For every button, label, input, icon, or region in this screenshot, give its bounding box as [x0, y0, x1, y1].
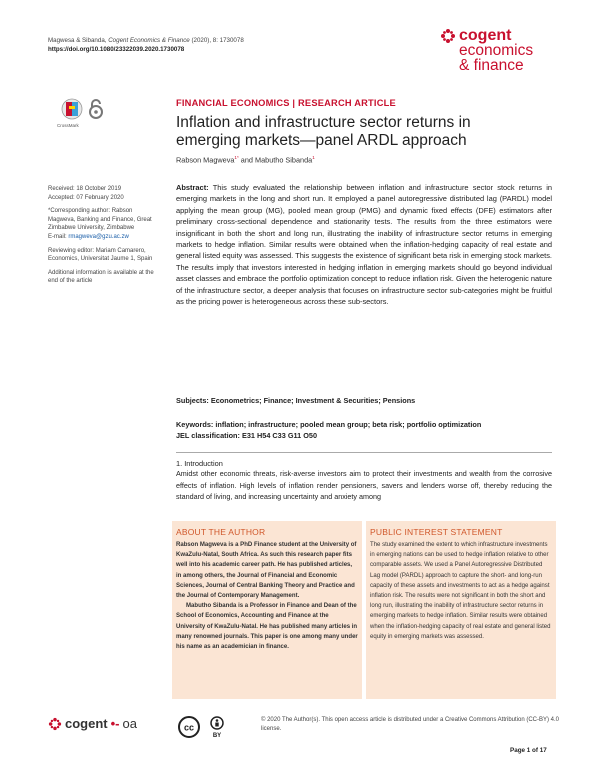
- intro-text: Amidst other economic threats, risk-averse investors aim to protect their investments and wealth from the corrosive effects of inflation. High levels of inflation render pensioners, savers and lenders worse off, thereby reducing the standard of living, and increasing uncertainty and anxiety among: [176, 469, 552, 502]
- about-author-p1: Rabson Magweva is a PhD Finance student at the University of KwaZulu-Natal, South Africa. As such this research paper fits well into his academic career path. He has published articles, in among others, the Journal of Financial and Economic Sciences, Journal of Central Banking Theory and Practice and the Journal of Contemporary Management.: [176, 542, 357, 600]
- received-date: Received: 18 October 2019: [48, 186, 122, 192]
- crossmark-label: CrossMark: [57, 123, 79, 128]
- abstract-label: Abstract:: [176, 183, 209, 192]
- author-1[interactable]: Rabson Magweva: [176, 155, 235, 165]
- license-text: © 2020 The Author(s). This open access article is distributed under a Creative Commons Attribution (CC-BY) 4.0 license.: [261, 717, 560, 732]
- author-line: [176, 155, 315, 164]
- footer-logo-dash: •-: [110, 716, 120, 731]
- subjects-label: Subjects:: [176, 396, 209, 405]
- cogent-oa-logo: [48, 716, 137, 731]
- abstract-text: This study evaluated the relationship between inflation and infrastructure sector stock returns in emerging markets in the long and short run. It employed a panel autoregressive distributed lag (PARDL) model applying the mean group (MG), pooled mean group (PMG) and dynamic fixed effects (DFE) estimators after preliminary cross-sectional dependence and stationarity tests. The results from the three estimators were insignificant in both the short and long run, illustrating the inability of infrastructure sector returns in emerging markets to hedge inflation. Similar results were obtained when the inflation-hedging capacity of real estate and general listed equity was assessed. This suggests the existence of significant beta risk in emerging stock markets. The results imply that investors interested in hedging inflation in emerging markets should go beyond individual asset classes and embrace the portfolio optimization concept to reduce inflation risk. Given the heterogenic nature of the infrastructure sector, a deeper analysis that focuses on infrastructure sector sub-categories might be fruitful as the pricing power is heterogeneous across these sub-sectors.: [176, 183, 552, 307]
- about-author-p2: Mabutho Sibanda is a Professor in Finance and Dean of the School of Economics, Accounting and Finance at the University of KwaZulu-Natal. He has published many articles in many renowned journals. This paper is one among many under his name as an academician in finance.: [176, 603, 358, 651]
- by-label: BY: [212, 733, 222, 739]
- brand-line2: economics: [459, 42, 534, 59]
- subjects-text: Econometrics; Finance; Investment & Securities; Pensions: [210, 396, 416, 405]
- citation-rest: (2020), 8: 1730078: [191, 37, 244, 44]
- crossmark-icon[interactable]: [61, 98, 83, 122]
- accepted-date: Accepted: 07 February 2020: [48, 194, 124, 201]
- intro-heading: 1. Introduction: [176, 459, 223, 468]
- citation-line: [48, 36, 244, 45]
- email-label: E-mail:: [48, 233, 69, 240]
- additional-info: Additional information is available at the end of the article: [48, 269, 154, 285]
- public-interest-text: The study examined the extent to which infrastructure investments in emerging nations can be used to hedge inflation relative to other comparable assets. We used a Panel Autoregressive Distributed Lag model (PARDL) approach to capture the short- and long-run capacity of these assets and investments to act as a hedge against inflation risk. The results were not significant in both the short and long run, illustrating the inability of infrastructure sector returns in emerging markets to hedge inflation. Similar results were obtained when the inflation-hedging capacity of real estate and general listed equity in emerging markets was assessed.: [370, 542, 551, 640]
- jel-label: JEL classification:: [176, 431, 240, 440]
- citation-authors: Magwesa & Sibanda,: [48, 37, 107, 44]
- open-access-icon: [88, 98, 104, 120]
- author-2[interactable]: Mabutho Sibanda: [255, 155, 313, 165]
- abstract: [176, 182, 552, 307]
- email-link[interactable]: rmagweva@gzu.ac.zw: [68, 233, 129, 240]
- public-interest-box: [366, 521, 556, 699]
- jel-text: E31 H54 C33 G11 O50: [241, 431, 318, 440]
- cogent-flower-icon: [440, 28, 456, 44]
- corresponding-author: *Corresponding author: Rabson Magweva, Banking and Finance, Great Zimbabwe University, Zimbabwe: [48, 208, 152, 232]
- keywords-text: inflation; infrastructure; pooled mean group; beta risk; portfolio optimization: [215, 420, 482, 429]
- reviewing-editor: Reviewing editor: Mariam Camarero, Economics, Universitat Jaume 1, Spain: [48, 247, 153, 263]
- section-divider: [176, 452, 552, 453]
- keywords-label: Keywords:: [176, 420, 214, 429]
- brand-line1: cogent: [459, 27, 512, 44]
- title-line-1: Inflation and infrastructure sector returns in: [176, 114, 471, 131]
- public-interest-heading: PUBLIC INTEREST STATEMENT: [370, 527, 503, 537]
- citation-block: [48, 36, 244, 54]
- section-tag: FINANCIAL ECONOMICS | RESEARCH ARTICLE: [176, 98, 396, 108]
- article-title: [176, 114, 556, 150]
- subjects: [176, 395, 552, 406]
- about-author-box: [172, 521, 362, 699]
- title-line-2: emerging markets—panel ARDL approach: [176, 132, 467, 149]
- journal-brand: [440, 28, 580, 73]
- footer-logo-text: cogent: [65, 716, 108, 731]
- about-author-heading: ABOUT THE AUTHOR: [176, 527, 266, 537]
- brand-name: [459, 28, 533, 73]
- citation-journal: Cogent Economics & Finance: [108, 37, 190, 44]
- page-number: Page 1 of 17: [510, 747, 547, 754]
- brand-line3: & finance: [459, 57, 524, 74]
- doi-link[interactable]: https://doi.org/10.1080/23322039.2020.1730078: [48, 46, 185, 53]
- keywords: [176, 419, 552, 441]
- author-1-affil: 1*: [234, 155, 239, 160]
- cc-label: cc: [183, 722, 195, 733]
- author-2-affil: 1: [312, 155, 315, 160]
- article-sidebar: [48, 185, 158, 291]
- author-conjunction: and: [238, 155, 255, 165]
- cogent-oa-flower-icon: [48, 717, 62, 731]
- footer-logo-suffix: oa: [122, 716, 137, 731]
- cc-by-license-icon[interactable]: [177, 715, 255, 741]
